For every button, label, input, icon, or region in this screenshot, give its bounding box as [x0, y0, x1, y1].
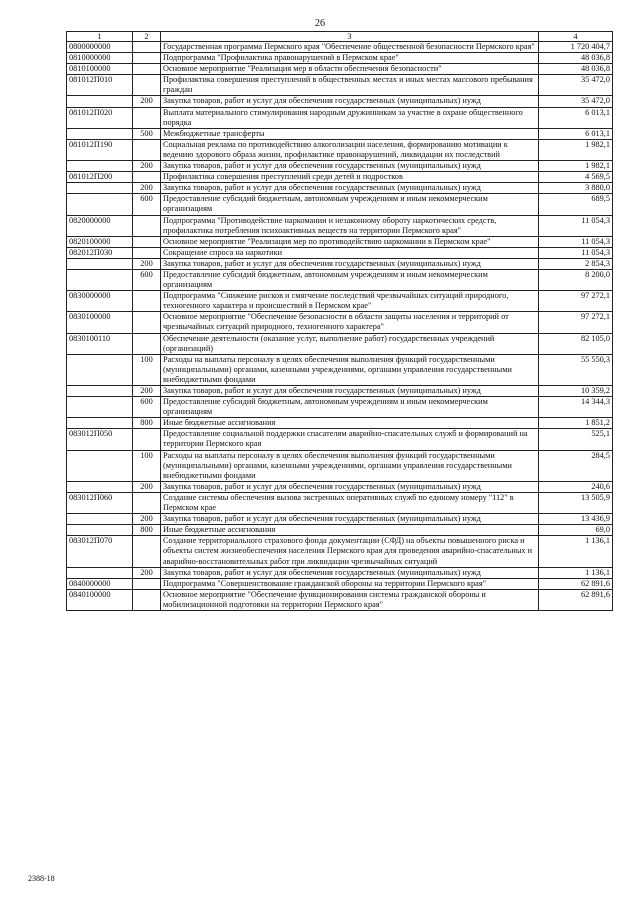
table-row	[67, 567, 613, 578]
amount-cell: 525,1	[539, 429, 613, 450]
expense-type-cell: 600	[133, 194, 161, 215]
budget-table	[66, 31, 613, 611]
amount-cell: 1 982,1	[539, 139, 613, 160]
name-cell: Закупка товаров, работ и услуг для обеспечения государственных (муниципальных) нужд	[161, 514, 539, 525]
name-cell: Сокращение спроса на наркотики	[161, 247, 539, 258]
expense-type-cell	[133, 312, 161, 333]
header-col-1: 1	[67, 32, 133, 42]
table-row	[67, 418, 613, 429]
amount-cell: 69,0	[539, 525, 613, 536]
amount-cell: 2 854,3	[539, 258, 613, 269]
expense-type-cell: 500	[133, 128, 161, 139]
name-cell: Предоставление субсидий бюджетным, автономным учреждениям и иным некоммерческим организациям	[161, 194, 539, 215]
table-row	[67, 42, 613, 53]
name-cell: Предоставление социальной поддержки спасателям аварийно-спасательных служб и формирований на территории Пермского края	[161, 429, 539, 450]
amount-cell: 689,5	[539, 194, 613, 215]
code-cell	[67, 269, 133, 290]
expense-type-cell: 200	[133, 258, 161, 269]
code-cell	[67, 525, 133, 536]
name-cell: Закупка товаров, работ и услуг для обеспечения государственных (муниципальных) нужд	[161, 481, 539, 492]
expense-type-cell: 200	[133, 161, 161, 172]
amount-cell: 1 851,2	[539, 418, 613, 429]
table-row	[67, 172, 613, 183]
name-cell: Закупка товаров, работ и услуг для обеспечения государственных (муниципальных) нужд	[161, 161, 539, 172]
name-cell: Подпрограмма "Профилактика правонарушений в Пермском крае"	[161, 53, 539, 64]
table-row	[67, 269, 613, 290]
amount-cell: 48 036,8	[539, 64, 613, 75]
code-cell: 082012П030	[67, 247, 133, 258]
name-cell: Закупка товаров, работ и услуг для обеспечения государственных (муниципальных) нужд	[161, 96, 539, 107]
expense-type-cell: 200	[133, 183, 161, 194]
expense-type-cell: 200	[133, 567, 161, 578]
expense-type-cell	[133, 333, 161, 354]
amount-cell: 3 880,0	[539, 183, 613, 194]
code-cell: 0800000000	[67, 42, 133, 53]
code-cell	[67, 161, 133, 172]
name-cell: Основное мероприятие "Реализация мер по противодействию наркомании в Пермском крае"	[161, 236, 539, 247]
expense-type-cell: 800	[133, 418, 161, 429]
name-cell: Основное мероприятие "Обеспечение безопасности в области защиты населения и территорий от чрезвычайных ситуаций природного, техногенного характера"	[161, 312, 539, 333]
table-header-row	[67, 32, 613, 42]
name-cell: Закупка товаров, работ и услуг для обеспечения государственных (муниципальных) нужд	[161, 258, 539, 269]
name-cell: Предоставление субсидий бюджетным, автономным учреждениям и иным некоммерческим организациям	[161, 269, 539, 290]
amount-cell: 11 054,3	[539, 236, 613, 247]
code-cell	[67, 397, 133, 418]
amount-cell: 1 136,1	[539, 536, 613, 567]
expense-type-cell	[133, 247, 161, 258]
expense-type-cell	[133, 75, 161, 96]
code-cell: 0840100000	[67, 589, 133, 610]
table-row	[67, 107, 613, 128]
amount-cell: 11 054,3	[539, 215, 613, 236]
amount-cell: 6 013,1	[539, 128, 613, 139]
name-cell: Закупка товаров, работ и услуг для обеспечения государственных (муниципальных) нужд	[161, 183, 539, 194]
name-cell: Создание территориального страхового фонда документации (СФД) на объекты повышенного риска и объекты систем жизнеобеспечения населения Пермского края для проведения аварийно-спасательных и аварийно-восстановительных работ при ликвидации чрезвычайных ситуаций	[161, 536, 539, 567]
code-cell: 0810000000	[67, 53, 133, 64]
code-cell	[67, 450, 133, 481]
header-col-3: 3	[161, 32, 539, 42]
name-cell: Расходы на выплаты персоналу в целях обеспечения выполнения функций государственными (муниципальными) органами, казенными учреждениями, органами управления государственными внебюджетными фондами	[161, 450, 539, 481]
code-cell: 0830100000	[67, 312, 133, 333]
table-row	[67, 161, 613, 172]
amount-cell: 1 720 404,7	[539, 42, 613, 53]
name-cell: Подпрограмма "Снижение рисков и смягчение последствий чрезвычайных ситуаций природного, техногенного характера и происшествий в Пермском крае"	[161, 291, 539, 312]
expense-type-cell	[133, 53, 161, 64]
name-cell: Подпрограмма "Противодействие наркомании и незаконному обороту наркотических средств, профилактика потребления психоактивных веществ на территории Пермского края"	[161, 215, 539, 236]
amount-cell: 35 472,0	[539, 75, 613, 96]
expense-type-cell: 800	[133, 525, 161, 536]
amount-cell: 82 105,0	[539, 333, 613, 354]
name-cell: Профилактика совершения преступлений в общественных местах и иных местах массового пребывания граждан	[161, 75, 539, 96]
code-cell: 081012П200	[67, 172, 133, 183]
amount-cell: 97 272,1	[539, 312, 613, 333]
amount-cell: 4 569,5	[539, 172, 613, 183]
code-cell	[67, 258, 133, 269]
table-row	[67, 386, 613, 397]
code-cell: 0810100000	[67, 64, 133, 75]
name-cell: Предоставление субсидий бюджетным, автономным учреждениям и иным некоммерческим организациям	[161, 397, 539, 418]
table-row	[67, 492, 613, 513]
code-cell	[67, 567, 133, 578]
table-row	[67, 514, 613, 525]
code-cell	[67, 418, 133, 429]
name-cell: Социальная реклама по противодействию алкоголизации населения, формированию мотивации к ведению здорового образа жизни, профилактике правонарушений, ликвидации их последствий	[161, 139, 539, 160]
amount-cell: 1 982,1	[539, 161, 613, 172]
amount-cell: 13 505,9	[539, 492, 613, 513]
expense-type-cell	[133, 139, 161, 160]
name-cell: Межбюджетные трансферты	[161, 128, 539, 139]
table-row	[67, 397, 613, 418]
name-cell: Профилактика совершения преступлений среди детей и подростков	[161, 172, 539, 183]
code-cell: 081012П190	[67, 139, 133, 160]
table-row	[67, 96, 613, 107]
table-row	[67, 291, 613, 312]
expense-type-cell	[133, 429, 161, 450]
table-row	[67, 236, 613, 247]
name-cell: Иные бюджетные ассигнования	[161, 418, 539, 429]
expense-type-cell: 100	[133, 450, 161, 481]
table-row	[67, 258, 613, 269]
amount-cell: 48 036,8	[539, 53, 613, 64]
code-cell	[67, 354, 133, 385]
expense-type-cell: 200	[133, 96, 161, 107]
amount-cell: 10 359,2	[539, 386, 613, 397]
table-row	[67, 139, 613, 160]
expense-type-cell	[133, 64, 161, 75]
expense-type-cell	[133, 291, 161, 312]
amount-cell: 240,6	[539, 481, 613, 492]
amount-cell: 1 136,1	[539, 567, 613, 578]
table-row	[67, 536, 613, 567]
expense-type-cell: 600	[133, 269, 161, 290]
amount-cell: 13 436,9	[539, 514, 613, 525]
table-row	[67, 450, 613, 481]
code-cell: 0840000000	[67, 578, 133, 589]
code-cell	[67, 481, 133, 492]
table-row	[67, 354, 613, 385]
table-row	[67, 481, 613, 492]
header-col-2: 2	[133, 32, 161, 42]
amount-cell: 14 344,3	[539, 397, 613, 418]
code-cell: 0830000000	[67, 291, 133, 312]
code-cell: 0820000000	[67, 215, 133, 236]
expense-type-cell	[133, 215, 161, 236]
expense-type-cell	[133, 107, 161, 128]
name-cell: Основное мероприятие "Реализация мер в области обеспечения безопасности"	[161, 64, 539, 75]
expense-type-cell	[133, 42, 161, 53]
table-row	[67, 589, 613, 610]
expense-type-cell	[133, 578, 161, 589]
document-footer-code: 2388-18	[28, 874, 55, 883]
name-cell: Подпрограмма "Совершенствование гражданской обороны на территории Пермского края"	[161, 578, 539, 589]
amount-cell: 55 550,3	[539, 354, 613, 385]
table-row	[67, 429, 613, 450]
table-row	[67, 128, 613, 139]
table-row	[67, 578, 613, 589]
code-cell	[67, 183, 133, 194]
name-cell: Расходы на выплаты персоналу в целях обеспечения выполнения функций государственными (муниципальными) органами, казенными учреждениями, органами управления государственными внебюджетными фондами	[161, 354, 539, 385]
expense-type-cell	[133, 236, 161, 247]
table-row	[67, 53, 613, 64]
expense-type-cell	[133, 172, 161, 183]
table-row	[67, 64, 613, 75]
expense-type-cell	[133, 589, 161, 610]
code-cell	[67, 386, 133, 397]
table-row	[67, 312, 613, 333]
amount-cell: 62 891,6	[539, 589, 613, 610]
table-row	[67, 75, 613, 96]
code-cell: 083012П070	[67, 536, 133, 567]
expense-type-cell: 200	[133, 514, 161, 525]
expense-type-cell	[133, 536, 161, 567]
code-cell: 081012П010	[67, 75, 133, 96]
name-cell: Закупка товаров, работ и услуг для обеспечения государственных (муниципальных) нужд	[161, 567, 539, 578]
amount-cell: 97 272,1	[539, 291, 613, 312]
name-cell: Основное мероприятие "Обеспечение функционирования системы гражданской обороны и мобилизационной подготовки на территории Пермского края"	[161, 589, 539, 610]
amount-cell: 35 472,0	[539, 96, 613, 107]
code-cell	[67, 514, 133, 525]
code-cell: 083012П060	[67, 492, 133, 513]
amount-cell: 6 013,1	[539, 107, 613, 128]
code-cell	[67, 194, 133, 215]
expense-type-cell: 600	[133, 397, 161, 418]
code-cell: 081012П020	[67, 107, 133, 128]
page-number: 26	[315, 18, 325, 29]
code-cell: 0820100000	[67, 236, 133, 247]
code-cell	[67, 128, 133, 139]
amount-cell: 8 200,0	[539, 269, 613, 290]
code-cell: 0830100110	[67, 333, 133, 354]
table-row	[67, 525, 613, 536]
name-cell: Иные бюджетные ассигнования	[161, 525, 539, 536]
expense-type-cell: 200	[133, 386, 161, 397]
header-col-4: 4	[539, 32, 613, 42]
name-cell: Выплата материального стимулирования народным дружинникам за участие в охране общественного порядка	[161, 107, 539, 128]
amount-cell: 284,5	[539, 450, 613, 481]
table-row	[67, 183, 613, 194]
expense-type-cell: 200	[133, 481, 161, 492]
amount-cell: 11 054,3	[539, 247, 613, 258]
amount-cell: 62 891,6	[539, 578, 613, 589]
expense-type-cell: 100	[133, 354, 161, 385]
table-row	[67, 194, 613, 215]
name-cell: Закупка товаров, работ и услуг для обеспечения государственных (муниципальных) нужд	[161, 386, 539, 397]
table-row	[67, 215, 613, 236]
name-cell: Создание системы обеспечения вызова экстренных оперативных служб по единому номеру "112" в Пермском крае	[161, 492, 539, 513]
table-row	[67, 333, 613, 354]
expense-type-cell	[133, 492, 161, 513]
code-cell: 083012П050	[67, 429, 133, 450]
name-cell: Государственная программа Пермского края "Обеспечение общественной безопасности Пермского края"	[161, 42, 539, 53]
code-cell	[67, 96, 133, 107]
table-row	[67, 247, 613, 258]
name-cell: Обеспечение деятельности (оказание услуг, выполнение работ) государственных учреждений (организаций)	[161, 333, 539, 354]
